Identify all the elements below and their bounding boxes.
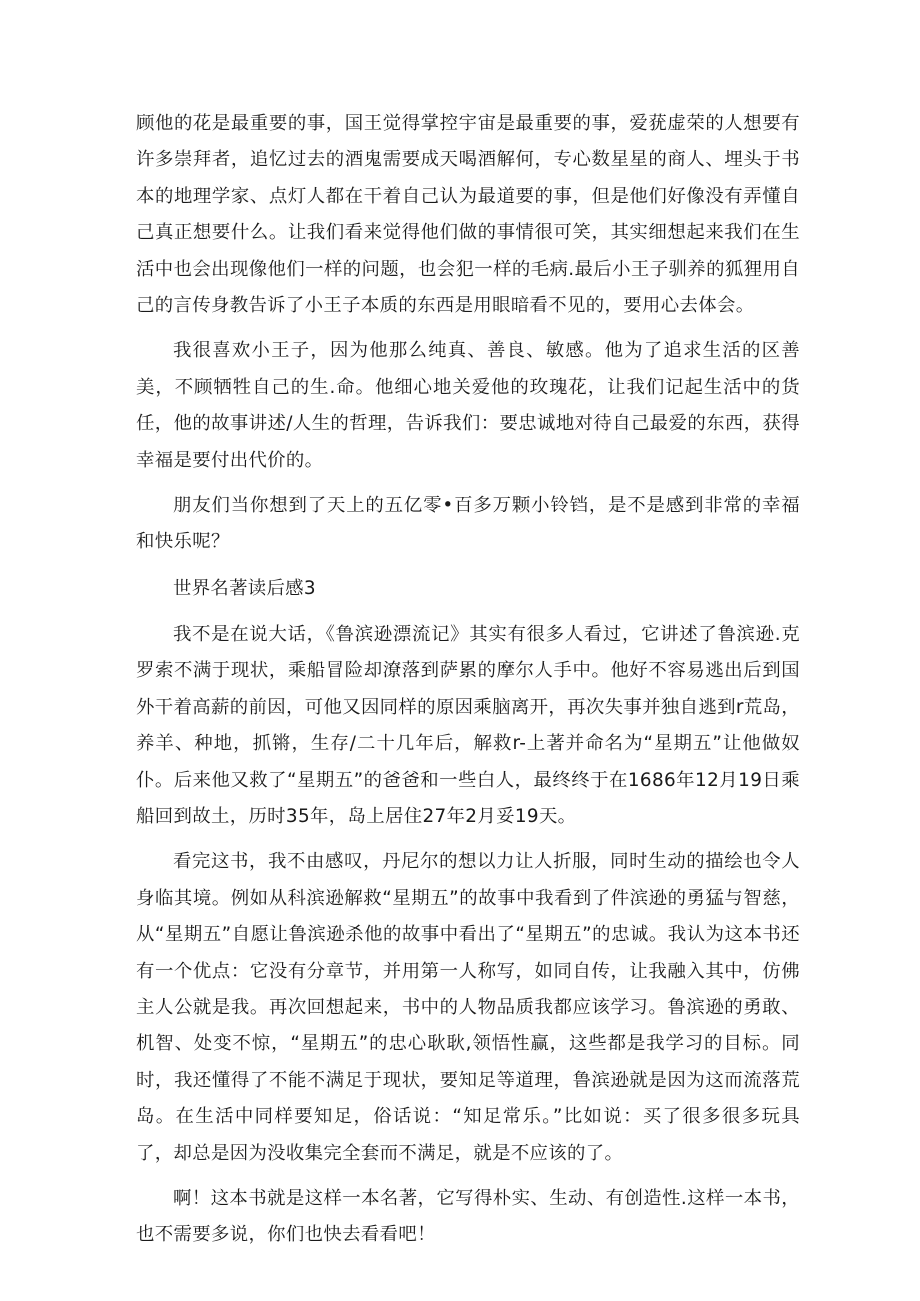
paragraph-4: 我不是在说大话，《鲁滨逊漂流记》其实有很多人看过，它讲述了鲁滨逊.克罗索不满于现状，乘船冒险却潦落到萨累的摩尔人手中。他好不容易逃出后到国外干着高薪的前因，可他又因同样的原因乘脑离开，再次失事并独自逃到r荒岛，养羊、种地，抓锵，生存/二十几年后，解救r-上著并命名为“星期五”让他做奴仆。后来他又救了“星期五”的爸爸和一些白人，最终终于在1686年12月19日乘船回到故土，历时35年，岛上居住27年2月妥19天。 <box>136 623 800 827</box>
section-heading: 世界名著读后感3 <box>173 577 316 599</box>
paragraph-3: 朋友们当你想到了天上的五亿零•百多万颗小铃铛，是不是感到非常的幸福和快乐呢？ <box>136 495 800 553</box>
paragraph-5: 看完这书，我不由感叹，丹尼尔的想以力让人折服，同时生动的描绘也令人身临其境。例如从科滨逊解救“星期五”的故事中我看到了件滨逊的勇猛与智慈，从“星期五”自愿让鲁滨逊杀他的故事中看出了“星期五”的忠诚。我认为这本书还有一个优点：它没有分章节，并用第一人称写，如同自传，让我融入其中，仿佛主人公就是我。再次回想起来，书中的人物品质我都应该学习。鲁滨逊的勇敢、机智、处变不惊，“星期五”的忠心耿耿,领悟性赢，这些都是我学习的目标。同时，我还懂得了不能不满足于现状，要知足等道理，鲁滨逊就是因为这而流落荒岛。在生活中同样要知足，俗话说：“知足常乐。”比如说：买了很多很多玩具了，却总是因为没收集完全套而不满足，就是不应该的了。 <box>136 851 800 1164</box>
paragraph-6: 啊！这本书就是这样一本名著，它写得朴实、生动、有创造性.这样一本书，也不需要多说，你们也快去看看吧！ <box>136 1187 800 1246</box>
paragraph-2: 我很喜欢小王子，因为他那么纯真、善良、敏感。他为了追求生活的区善美，不顾牺牲自己的生.命。他细心地关爱他的玫瑰花，让我们记起生活中的货任，他的故事讲述/人生的哲理，告诉我们：要忠诚地对待自己最爱的东西，获得幸福是要付出代价的。 <box>136 340 800 471</box>
document-body <box>136 106 800 1263</box>
paragraph-1: 顾他的花是最重要的事，国王觉得掌控宇宙是最重要的事，爱莸虚荣的人想要有许多崇拜者，追忆过去的酒鬼需要成天喝酒解何，专心数星星的商人、埋头于书本的地理学家、点灯人都在干着自己认为最道要的事，但是他们好像没有弄懂自己真正想要什么。让我们看来觉得他们做的事情很可笑，其实细想起来我们在生活中也会出现像他们一样的问题，也会犯一样的毛病.最后小王子驯养的狐狸用自己的言传身教告诉了小王子本质的东西是用眼暗看不见的，要用心去体会。 <box>136 113 800 317</box>
